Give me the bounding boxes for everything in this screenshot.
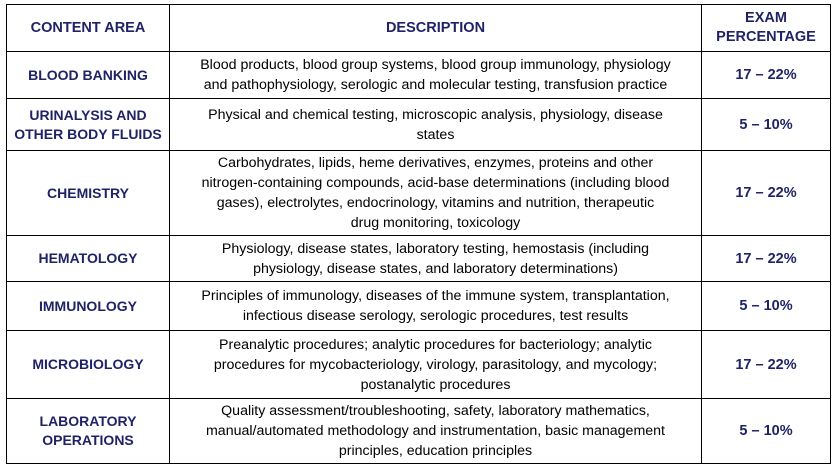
exam-percentage-cell: 5 – 10% xyxy=(702,282,831,331)
content-area-cell xyxy=(7,282,170,331)
header-exam-percentage xyxy=(702,5,831,52)
exam-percentage-cell: 5 – 10% xyxy=(702,399,831,464)
description-line: Physical and chemical testing, microscopic analysis, physiology, disease xyxy=(208,106,663,123)
description-line: Carbohydrates, lipids, heme derivatives, enzymes, proteins and other xyxy=(217,155,654,171)
table-row-laboratory-operations xyxy=(7,399,831,464)
exam-percentage-cell: 5 – 10% xyxy=(702,99,831,151)
table-row-hematology xyxy=(7,236,831,282)
description-line: Preanalytic procedures; analytic procedures for bacteriology; analytic xyxy=(219,336,652,353)
table-row-chemistry xyxy=(7,151,831,236)
description-cell xyxy=(170,99,702,151)
content-area-label: HEMATOLOGY xyxy=(38,250,138,266)
description-line: Physiology, disease states, laboratory testing, hemostasis (including xyxy=(221,240,650,257)
table-row-urinalysis xyxy=(7,99,831,151)
description-line: and pathophysiology, serologic and molecular testing, transfusion practice xyxy=(203,77,668,93)
description-line: infectious disease serology, serologic procedures, test results xyxy=(242,308,629,324)
content-area-label: MICROBIOLOGY xyxy=(32,356,144,372)
description-line: Principles of immunology, diseases of the immune system, transplantation, xyxy=(201,288,670,304)
content-area-cell xyxy=(7,236,170,282)
description-cell xyxy=(170,399,702,464)
content-area-label: OTHER BODY FLUIDS xyxy=(14,125,162,142)
content-area-label: OPERATIONS xyxy=(42,432,134,448)
exam-percentage-cell: 17 – 22% xyxy=(702,236,831,282)
description-line: procedures for mycobacteriology, virology, parasitology, and mycology; xyxy=(213,356,658,373)
description-cell xyxy=(170,282,702,331)
description-line: drug monitoring, toxicology xyxy=(350,215,521,231)
description-line: states xyxy=(416,126,455,143)
table-row-microbiology xyxy=(7,331,831,399)
content-area-cell xyxy=(7,331,170,399)
description-line: nitrogen-containing compounds, acid-base determinations (including blood xyxy=(201,175,670,191)
description-line: Quality assessment/troubleshooting, safety, laboratory mathematics, xyxy=(221,403,650,419)
exam-content-table xyxy=(6,4,831,464)
header-exam-percentage-line1: EXAM xyxy=(745,10,787,26)
content-area-cell xyxy=(7,151,170,236)
description-line: gases), electrolytes, endocrinology, vitamins and nutrition, therapeutic xyxy=(216,195,655,211)
description-line: Blood products, blood group systems, blood group immunology, physiology xyxy=(200,57,671,73)
description-line: postanalytic procedures xyxy=(360,376,511,393)
content-area-cell xyxy=(7,99,170,151)
content-area-cell xyxy=(7,52,170,99)
content-area-label: BLOOD BANKING xyxy=(28,66,148,83)
table-header-row xyxy=(7,5,831,52)
content-area-label: LABORATORY xyxy=(39,413,137,429)
content-area-label: IMMUNOLOGY xyxy=(39,297,137,314)
content-area-label: CHEMISTRY xyxy=(47,184,129,201)
description-line: physiology, disease states, and laboratory determinations) xyxy=(253,260,618,277)
content-area-label: URINALYSIS AND xyxy=(29,106,147,123)
header-exam-percentage-line2: PERCENTAGE xyxy=(716,29,816,45)
exam-percentage-cell: 17 – 22% xyxy=(702,151,831,236)
description-line: manual/automated methodology and instrumentation, basic management xyxy=(205,423,665,439)
description-line: principles, education principles xyxy=(338,443,533,459)
description-cell xyxy=(170,331,702,399)
exam-percentage-cell: 17 – 22% xyxy=(702,52,831,99)
table-row-immunology xyxy=(7,282,831,331)
description-cell xyxy=(170,151,702,236)
description-cell xyxy=(170,236,702,282)
description-cell xyxy=(170,52,702,99)
header-description: DESCRIPTION xyxy=(170,5,702,52)
content-area-cell xyxy=(7,399,170,464)
exam-percentage-cell: 17 – 22% xyxy=(702,331,831,399)
header-content-area: CONTENT AREA xyxy=(7,5,170,52)
table-row-blood-banking xyxy=(7,52,831,99)
